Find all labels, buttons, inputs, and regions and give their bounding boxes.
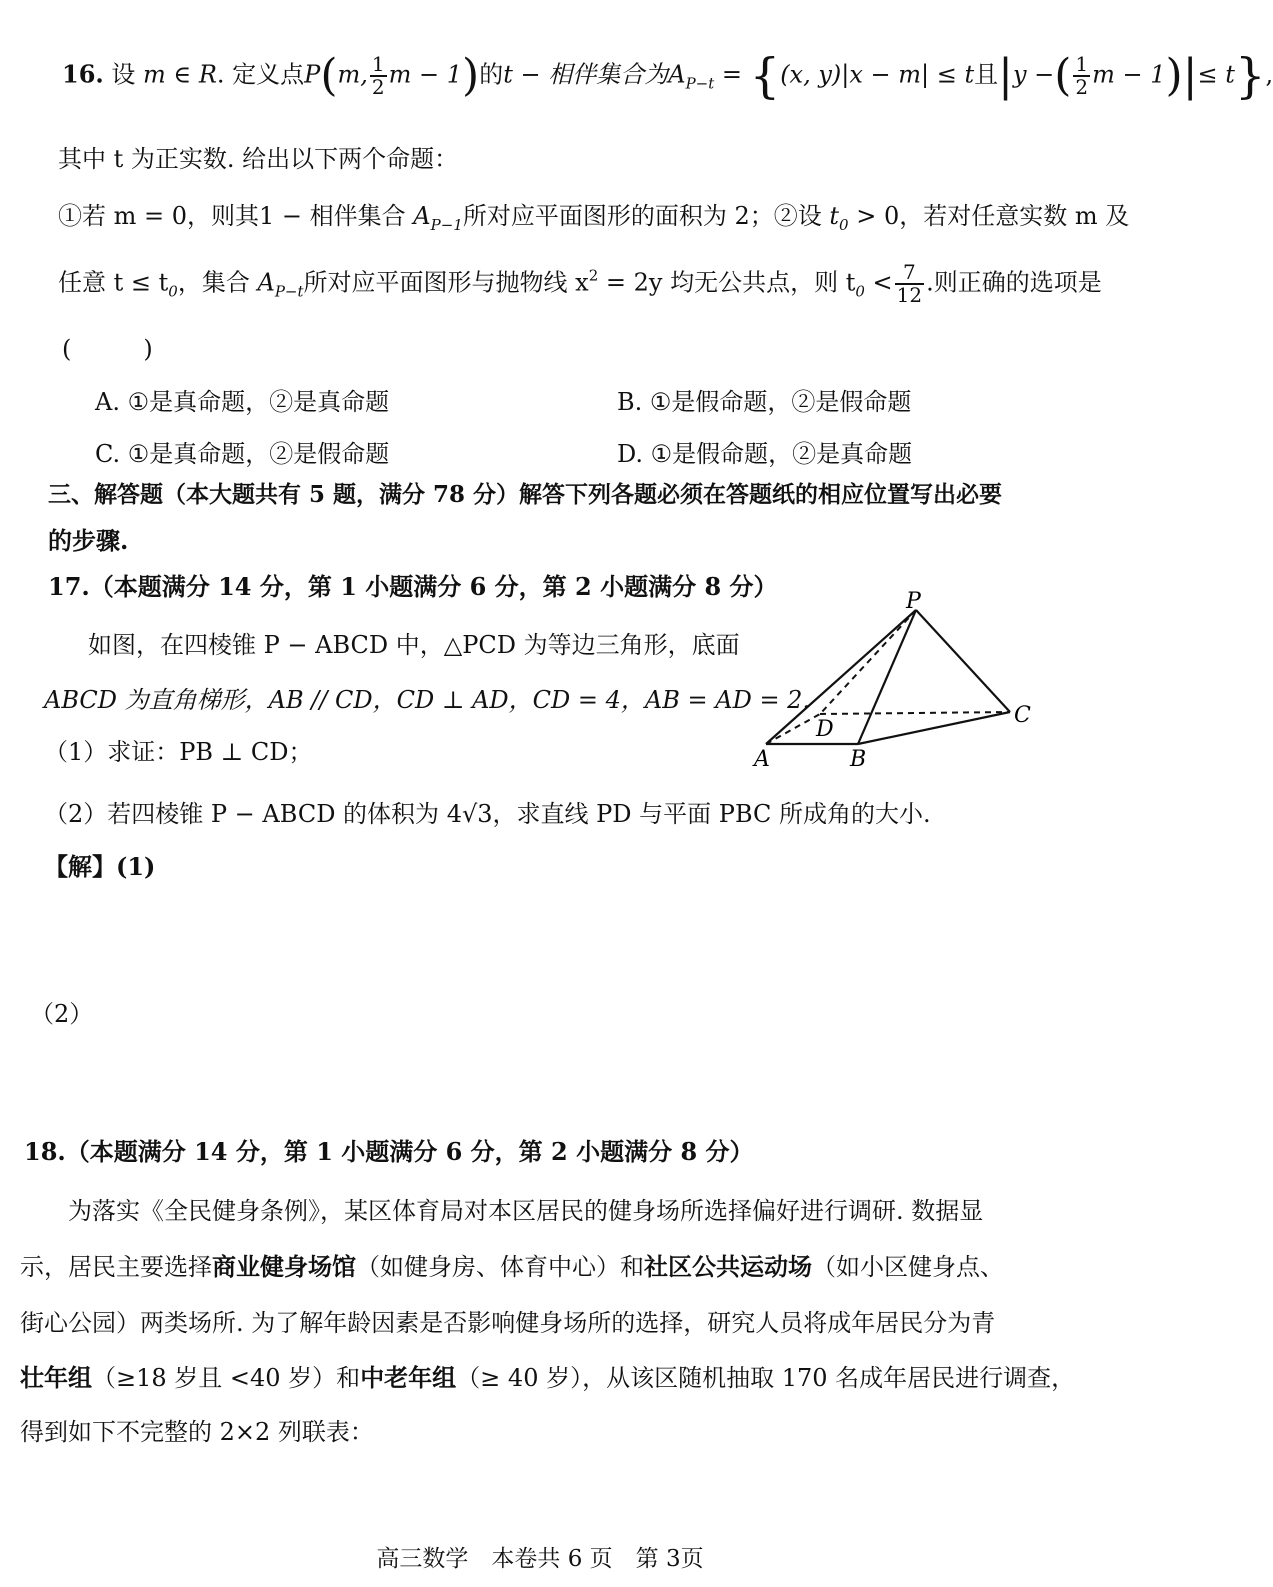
q17-header: 17.（本题满分 14 分，第 1 小题满分 6 分，第 2 小题满分 8 分） xyxy=(48,572,778,601)
q16-line3-t0-sub: 0 xyxy=(839,216,849,234)
q17-line2: ABCD 为直角梯形，AB // CD，CD ⊥ AD，CD = 4，AB = AD = 2. xyxy=(44,686,811,714)
q16-line2: 其中 t 为正实数. 给出以下两个命题： xyxy=(58,145,459,173)
q16-abs-close: | xyxy=(1182,50,1198,101)
vertex-p-label: P xyxy=(906,589,921,614)
q16-line1 xyxy=(62,48,1273,104)
q16-line4-d: = 2y 均无公共点，则 t xyxy=(598,268,856,297)
q16-half-frac xyxy=(370,54,387,98)
edge-pc xyxy=(916,610,1010,712)
q16-half2-den: 2 xyxy=(1075,75,1089,99)
q16-number: 16. xyxy=(62,59,104,89)
q16-paren-open: ( xyxy=(320,50,338,101)
q16-line4-b: ，集合 xyxy=(177,268,258,297)
edge-pb xyxy=(858,610,916,744)
q18-line4-d: （≥ 40 岁），从该区随机抽取 170 名成年居民进行调查， xyxy=(456,1364,1076,1392)
q16-set-a-sub: P−t xyxy=(685,74,715,93)
q16-half2-num: 1 xyxy=(1075,52,1089,76)
q16-option-b: B. ①是假命题，②是假命题 xyxy=(617,388,912,416)
q16-paren2-close: ) xyxy=(1165,50,1183,101)
q16-paren-close: ) xyxy=(462,50,480,101)
q16-le-t: ≤ t xyxy=(1197,60,1235,89)
q16-half2-frac xyxy=(1073,54,1090,98)
q16-line4-set-sub: P−t xyxy=(274,282,304,301)
q16-line4-frac-num: 7 xyxy=(895,262,924,285)
q16-set-a: A xyxy=(668,60,686,89)
page-footer: 高三数学 本卷共 6 页 第 3页 xyxy=(376,1546,704,1572)
edge-pa xyxy=(766,610,916,744)
q16-option-a: A. ①是真命题，②是真命题 xyxy=(95,388,390,416)
q18-line2-a: 示，居民主要选择 xyxy=(20,1253,212,1281)
q16-line3-set-sub: P−1 xyxy=(430,216,463,234)
q16-line3-b: 所对应平面图形的面积为 2；②设 xyxy=(462,202,830,230)
edge-bc xyxy=(858,712,1010,744)
edge-pd xyxy=(820,610,916,714)
q16-line3-set: A xyxy=(413,202,431,230)
q18-community-field: 社区公共运动场 xyxy=(644,1252,812,1281)
q18-older-group: 中老年组 xyxy=(360,1363,457,1392)
q16-line3-t0: t xyxy=(829,202,840,230)
q18-line4-b: （≥18 岁且 <40 岁）和 xyxy=(92,1364,361,1392)
q17-line1: 如图，在四棱锥 P − ABCD 中，△PCD 为等边三角形，底面 xyxy=(88,631,740,659)
q16-m-minus-1-b: m − 1 xyxy=(1092,60,1166,89)
q16-line4 xyxy=(58,262,1102,306)
q16-line4-lt: < xyxy=(864,268,893,297)
q16-half-den: 2 xyxy=(371,75,385,99)
q16-abs-open: | xyxy=(998,50,1013,101)
q16-point-p: P xyxy=(304,60,321,89)
q18-header: 18.（本题满分 14 分，第 1 小题满分 6 分，第 2 小题满分 8 分） xyxy=(24,1137,754,1166)
vertex-d-label: D xyxy=(816,717,834,742)
q16-equals: = xyxy=(714,60,750,89)
q16-option-d: D. ①是假命题，②是真命题 xyxy=(617,440,913,468)
q16-line3-a: ①若 m = 0，则其1 − 相伴集合 xyxy=(58,202,414,230)
q16-brace-open: { xyxy=(749,48,781,104)
q16-and: 且 xyxy=(974,60,999,89)
q16-line3 xyxy=(58,202,1129,234)
q16-line4-e: .则正确的选项是 xyxy=(926,268,1102,297)
q16-abs-x: |x − m| ≤ t xyxy=(841,60,975,89)
q16-m-in-r: m ∈ R xyxy=(143,60,217,89)
q16-m-comma: m, xyxy=(337,60,368,89)
q18-line1: 为落实《全民健身条例》，某区体育局对本区居民的健身场所选择偏好进行调研. 数据显 xyxy=(68,1197,984,1225)
section3-heading-cont: 的步骤. xyxy=(48,526,129,555)
q18-line4 xyxy=(20,1364,1075,1393)
q16-brace-close: } xyxy=(1234,48,1266,104)
q18-line2 xyxy=(20,1253,1004,1282)
q17-solution-part2: （2） xyxy=(30,1000,94,1028)
q16-lead: 设 xyxy=(111,60,136,89)
q18-line5: 得到如下不完整的 2×2 列联表： xyxy=(20,1418,374,1446)
q16-answer-blank: ( ) xyxy=(62,335,153,363)
q17-part1: （1）求证：PB ⊥ CD； xyxy=(44,738,313,766)
q17-part2: （2）若四棱锥 P − ABCD 的体积为 4√3，求直线 PD 与平面 PBC 所成角的大小. xyxy=(44,800,931,828)
q18-young-group: 壮年组 xyxy=(20,1363,92,1392)
q16-line3-c: > 0，若对任意实数 m 及 xyxy=(848,202,1130,230)
q17-solution-label: 【解】(1) xyxy=(44,852,156,881)
q16-paren2-open: ( xyxy=(1054,50,1072,101)
q16-abs-y-start: y − xyxy=(1012,60,1055,89)
section3-heading: 三、解答题（本大题共有 5 题，满分 78 分）解答下列各题必须在答题纸的相应位置写出必要 xyxy=(48,481,1003,508)
q18-line3: 街心公园）两类场所. 为了解年龄因素是否影响健身场所的选择，研究人员将成年居民分为青 xyxy=(20,1309,996,1337)
q16-m-minus-1: m − 1 xyxy=(388,60,463,89)
q16-of: 的 xyxy=(479,60,504,89)
q16-option-c: C. ①是真命题，②是假命题 xyxy=(95,440,390,468)
q16-xy: (x, y) xyxy=(780,60,842,89)
pyramid-figure xyxy=(748,590,1048,770)
q18-commercial-gym: 商业健身场馆 xyxy=(212,1252,356,1281)
q16-comma: , xyxy=(1265,60,1273,89)
q16-t-companion: t − 相伴集合为 xyxy=(503,60,669,89)
q18-line2-c: （如健身房、体育中心）和 xyxy=(356,1253,644,1281)
q16-line4-t0-sub: 0 xyxy=(168,282,178,301)
q16-half-num: 1 xyxy=(371,52,385,76)
q16-line4-sq: 2 xyxy=(588,266,599,285)
q16-line4-frac-den: 12 xyxy=(896,283,923,307)
q16-line4-a: 任意 t ≤ t xyxy=(58,268,169,297)
q16-line4-t0-sub2: 0 xyxy=(855,282,865,301)
vertex-b-label: B xyxy=(850,747,867,772)
q16-def-point: . 定义点 xyxy=(216,60,305,89)
q16-line4-set: A xyxy=(257,268,275,297)
vertex-a-label: A xyxy=(754,747,770,772)
q16-line4-frac xyxy=(895,262,924,306)
q16-line4-c: 所对应平面图形与抛物线 x xyxy=(303,268,589,297)
q18-line2-e: （如小区健身点、 xyxy=(812,1253,1004,1281)
edge-dc xyxy=(820,712,1010,714)
vertex-c-label: C xyxy=(1014,703,1031,728)
